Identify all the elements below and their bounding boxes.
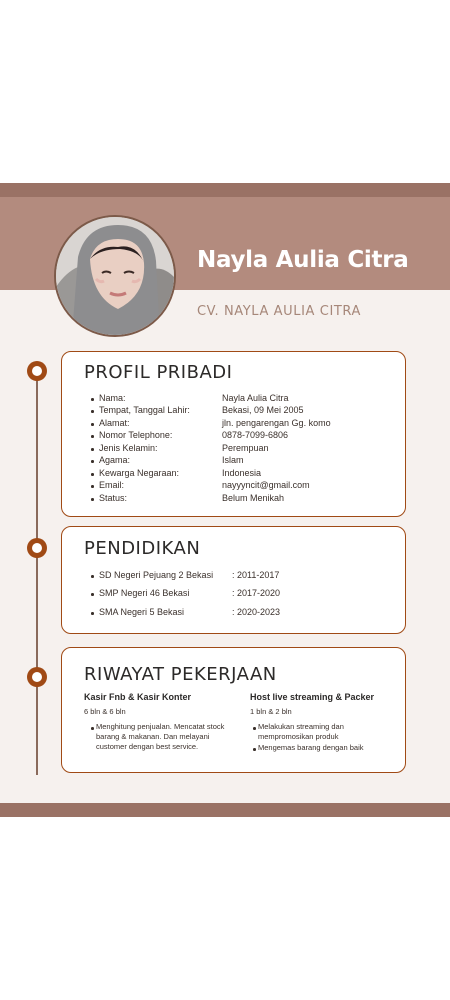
profile-value: Bekasi, 09 Mei 2005	[222, 405, 304, 415]
profile-value: Islam	[222, 455, 244, 465]
cv-page	[0, 183, 450, 817]
bullet	[91, 473, 94, 476]
job-description: Melakukan streaming dan mempromosikan produk	[258, 722, 344, 741]
education-years: : 2011-2017	[232, 570, 280, 580]
profile-value: 0878-7099-6806	[222, 430, 289, 440]
profile-heading: PROFIL PRIBADI	[84, 362, 233, 383]
profile-label: Alamat:	[99, 418, 130, 428]
bullet	[91, 593, 94, 596]
education-school: SMP Negeri 46 Bekasi	[99, 588, 190, 598]
bullet	[91, 612, 94, 615]
top-band	[0, 183, 450, 197]
cv-subtitle: CV. NAYLA AULIA CITRA	[197, 304, 362, 319]
education-school: SMA Negeri 5 Bekasi	[99, 607, 185, 617]
bullet	[91, 460, 94, 463]
profile-label: Status:	[99, 493, 128, 503]
work-card	[61, 647, 406, 773]
job-title: Kasir Fnb & Kasir Konter	[84, 692, 192, 702]
bullet	[91, 727, 94, 730]
bullet	[91, 398, 94, 401]
profile-card	[61, 351, 406, 517]
education-years: : 2017-2020	[232, 588, 281, 598]
profile-label: Kewarga Negaraan:	[99, 468, 180, 478]
profile-label: Agama:	[99, 455, 131, 465]
job-period: 6 bln & 6 bln	[84, 707, 126, 716]
work-heading: RIWAYAT PEKERJAAN	[84, 664, 277, 685]
job-title: Host live streaming & Packer	[250, 692, 375, 702]
bullet	[91, 435, 94, 438]
profile-value: Belum Menikah	[222, 493, 285, 503]
full-name: Nayla Aulia Citra	[197, 247, 409, 273]
profile-label: Email:	[99, 480, 125, 490]
profile-label: Nama:	[99, 393, 126, 403]
timeline-line	[36, 371, 38, 775]
bullet	[91, 498, 94, 501]
education-years: : 2020-2023	[232, 607, 281, 617]
timeline-dot-education	[27, 538, 47, 558]
bullet	[91, 423, 94, 426]
job-period: 1 bln & 2 bln	[250, 707, 292, 716]
profile-label: Jenis Kelamin:	[99, 443, 158, 453]
bullet	[91, 410, 94, 413]
bottom-band	[0, 803, 450, 817]
profile-value: Perempuan	[222, 443, 269, 453]
timeline-dot-profile	[27, 361, 47, 381]
education-heading: PENDIDIKAN	[84, 538, 201, 559]
timeline-dot-work	[27, 667, 47, 687]
profile-value: jln. pengarengan Gg. komo	[222, 418, 331, 428]
profile-value: nayyyncit@gmail.com	[222, 480, 310, 490]
bullet	[253, 727, 256, 730]
education-card	[61, 526, 406, 634]
job-description: Menghitung penjualan. Mencatat stock barang & makanan. Dan melayani customer dengan best service.	[96, 722, 225, 751]
profile-value: Indonesia	[222, 468, 262, 478]
bullet	[91, 575, 94, 578]
profile-label: Nomor Telephone:	[99, 430, 173, 440]
job-description: Mengemas barang dengan baik	[258, 743, 364, 752]
bullet	[91, 485, 94, 488]
profile-photo	[54, 215, 176, 337]
bullet	[91, 448, 94, 451]
education-school: SD Negeri Pejuang 2 Bekasi	[99, 570, 214, 580]
profile-label: Tempat, Tanggal Lahir:	[99, 405, 190, 415]
bullet	[253, 748, 256, 751]
profile-value: Nayla Aulia Citra	[222, 393, 289, 403]
